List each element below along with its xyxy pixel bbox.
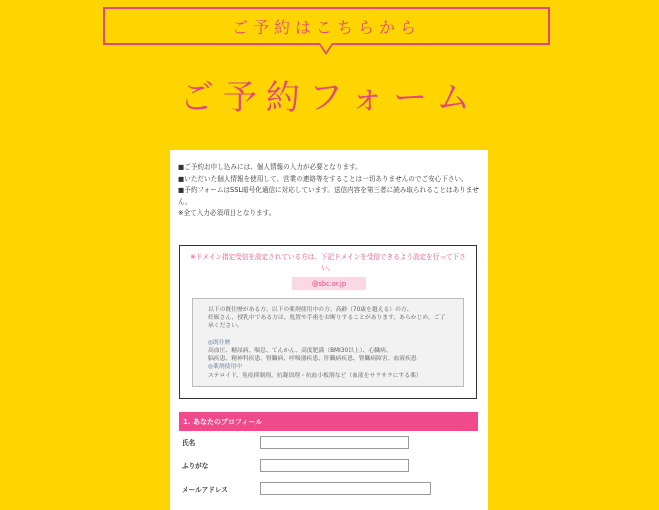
notes bbox=[178, 162, 480, 220]
page-title: ご予約フォーム bbox=[179, 78, 480, 118]
note-line: ■予約フォームはSSL暗号化通信に対応しています。送信内容を第三者に読み取られることはありません。 bbox=[178, 186, 479, 206]
furigana-label: ふりがな bbox=[182, 462, 209, 470]
medical-caution-box bbox=[192, 298, 464, 387]
furigana-input[interactable] bbox=[260, 459, 409, 472]
caution-line: 妊娠さん、授乳中である方は、処置や手術をお断りすることがあります。あらかじめ、ご了 bbox=[208, 315, 446, 322]
caution-line: 高血圧、糖尿病、喘息、てんかん、高度肥満（BMI30以上）、心臓病、 bbox=[208, 348, 392, 355]
note-line: ■ご予約お申し込みには、個人情報の入力が必要となります。 bbox=[178, 163, 362, 171]
domain-chip: @sbc.or.jp bbox=[292, 277, 366, 290]
form-panel bbox=[170, 150, 488, 510]
domain-notice-box bbox=[179, 245, 477, 399]
banner-tail-inner bbox=[320, 43, 332, 52]
reservation-banner bbox=[103, 7, 550, 45]
caution-line: ステロイド、免疫抑制剤、抗凝固剤・抗血小板剤など（血液をサラサラにする薬） bbox=[208, 372, 422, 379]
caution-line: 脳疾患、精神科疾患、腎臓病、呼吸器疾患、肝臓病疾患、腎臓病障害、血液疾患 bbox=[208, 356, 417, 363]
banner-text: ご予約はこちらから bbox=[231, 17, 421, 37]
domain-warning: ※ドメイン指定受信を設定されている方は、下記ドメインを受信できるよう設定を行って下さい。 bbox=[190, 253, 466, 272]
email-input[interactable] bbox=[260, 482, 431, 495]
note-line: ※全て入力必須項目となります。 bbox=[178, 209, 276, 217]
medication-heading: ◎薬剤使用中 bbox=[208, 364, 243, 371]
name-input[interactable] bbox=[260, 436, 409, 449]
history-heading: ◎既往歴 bbox=[208, 339, 231, 346]
caution-line: 以下の既往歴がある方、以下の薬剤使用中の方、高齢（70歳を越える）の方、 bbox=[208, 307, 413, 313]
profile-section-header: 1. あなたのプロフィール bbox=[179, 412, 478, 431]
name-label: 氏名 bbox=[182, 439, 196, 447]
caution-line bbox=[208, 331, 458, 339]
caution-line: 承ください。 bbox=[208, 323, 243, 330]
note-line: ■いただいた個人情報を使用して、営業の連絡等をすることは一切ありませんのでご安心下さい。 bbox=[178, 174, 468, 183]
email-label: メールアドレス bbox=[182, 486, 228, 494]
medical-caution-text bbox=[208, 306, 458, 380]
